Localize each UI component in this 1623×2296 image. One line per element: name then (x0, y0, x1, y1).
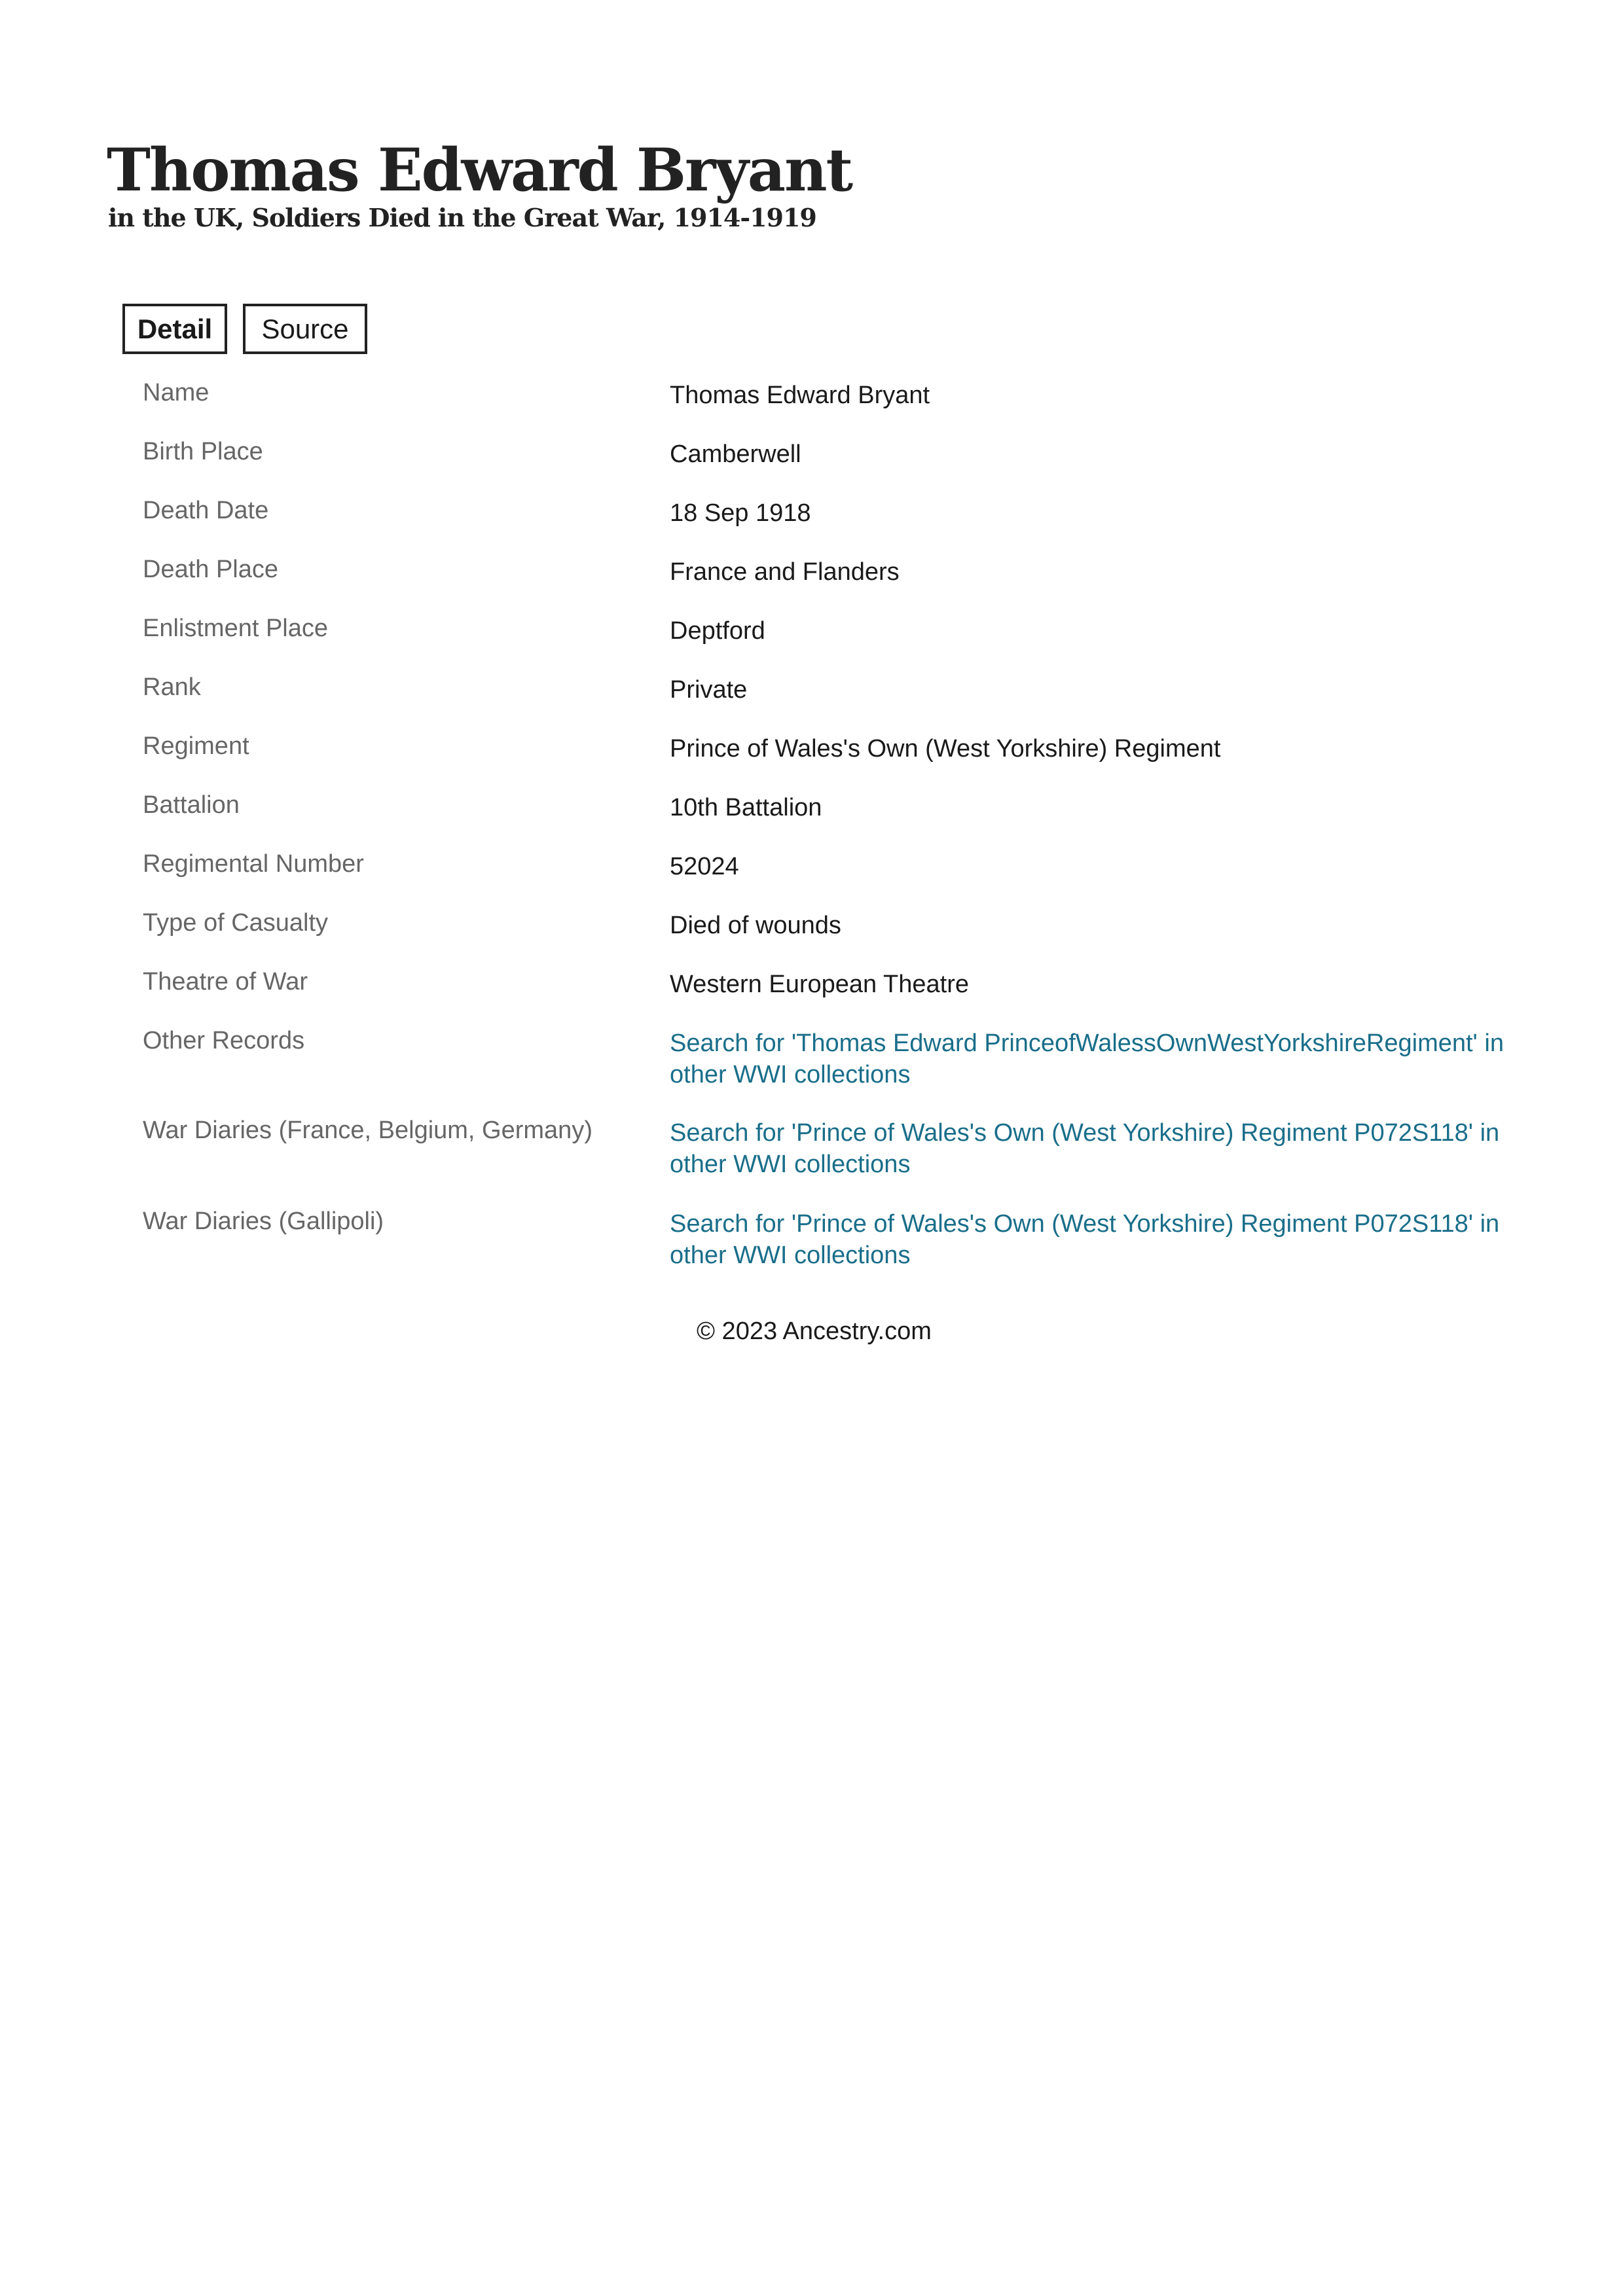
search-link-war-diaries-gallipoli[interactable] (670, 1208, 1521, 1271)
field-label: War Diaries (France, Belgium, Germany) (143, 1117, 593, 1144)
field-value: Prince of Wales's Own (West Yorkshire) Regiment (670, 735, 1221, 762)
search-link-line[interactable]: other WWI collections (670, 1151, 911, 1178)
field-label: Regimental Number (143, 850, 364, 878)
field-label: Theatre of War (143, 968, 308, 996)
search-link-war-diaries-france[interactable] (670, 1117, 1521, 1180)
tab-source[interactable]: Source (243, 304, 367, 354)
field-value: Died of wounds (670, 912, 841, 939)
field-value: Deptford (670, 617, 765, 645)
page-title: Thomas Edward Bryant (107, 135, 852, 205)
field-label: Birth Place (143, 438, 263, 465)
field-label: War Diaries (Gallipoli) (143, 1208, 384, 1235)
search-link-other-records[interactable] (670, 1028, 1521, 1090)
field-value: France and Flanders (670, 558, 900, 586)
field-value: Camberwell (670, 440, 801, 468)
field-label: Death Place (143, 556, 279, 583)
tab-bar (122, 304, 367, 354)
field-value: 10th Battalion (670, 794, 822, 821)
field-label: Death Date (143, 497, 269, 524)
search-link-line[interactable]: Search for 'Prince of Wales's Own (West Yorkshire) Regiment P072S118' in (670, 1119, 1500, 1147)
search-link-line[interactable]: other WWI collections (670, 1061, 911, 1088)
field-label: Type of Casualty (143, 909, 329, 937)
field-value: 52024 (670, 853, 739, 880)
field-label: Name (143, 379, 210, 406)
field-label: Regiment (143, 732, 249, 760)
search-link-line[interactable]: Search for 'Thomas Edward PrinceofWalessOwnWestYorkshireRegiment' in (670, 1030, 1504, 1057)
field-label: Rank (143, 673, 201, 701)
field-label: Battalion (143, 791, 240, 819)
field-label: Other Records (143, 1027, 305, 1054)
field-value: Thomas Edward Bryant (670, 382, 930, 409)
copyright-footer: © 2023 Ancestry.com (697, 1318, 932, 1345)
search-link-line[interactable]: Search for 'Prince of Wales's Own (West Yorkshire) Regiment P072S118' in (670, 1210, 1500, 1238)
search-link-line[interactable]: other WWI collections (670, 1242, 911, 1269)
field-value: 18 Sep 1918 (670, 499, 811, 527)
field-value: Western European Theatre (670, 971, 969, 998)
tab-detail[interactable]: Detail (122, 304, 227, 354)
collection-subtitle: in the UK, Soldiers Died in the Great War, 1914-1919 (108, 203, 816, 232)
field-label: Enlistment Place (143, 615, 329, 642)
field-value: Private (670, 676, 748, 704)
